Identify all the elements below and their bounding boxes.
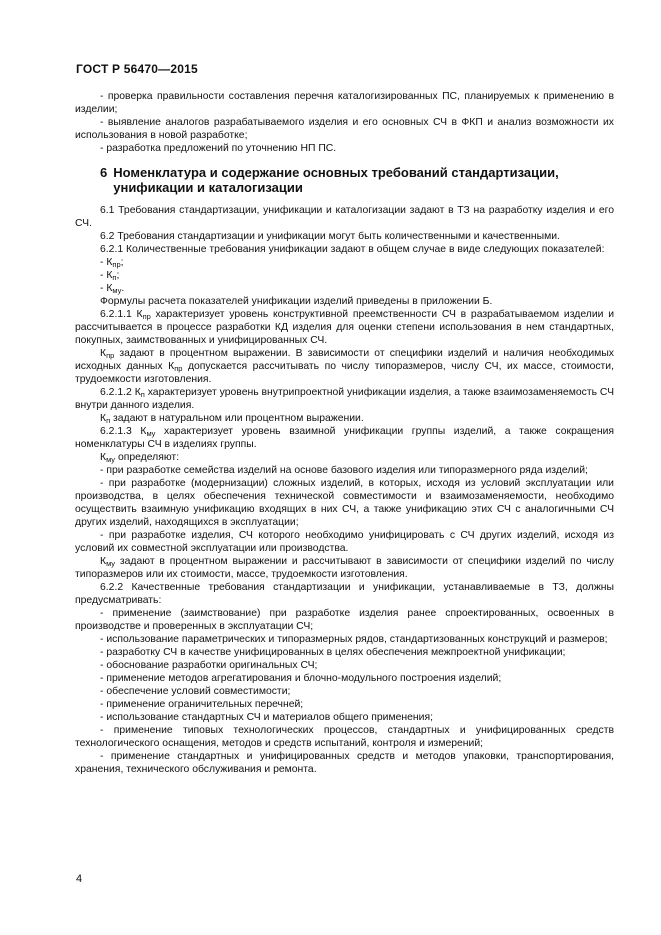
text-run: . xyxy=(121,283,125,294)
text-run: - К xyxy=(100,283,113,294)
text-run: К xyxy=(100,452,107,463)
text-run: задают в натуральном или процентном выражении. xyxy=(110,413,364,424)
text-run: - использование параметрических и типоразмерных рядов, стандартизованных конструкций и размеров; xyxy=(100,634,608,645)
text-run: 6.2.1 Количественные требования унификации задают в общем случае в виде следующих показателей: xyxy=(100,244,605,255)
text-run: - при разработке (модернизации) сложных изделий, в которых, исходя из условий эксплуатации или производства, в целях обеспечения технической совместимости и взаимозаменяемости, необходимо осуществить взаимную унификацию входящих в них СЧ, а также унификацию этих СЧ с аналогичными СЧ других изделий, находящихся в эксплуатации; xyxy=(75,478,614,528)
text-run: 6.2.2 Качественные требования стандартизации и унификации, устанавливаемые в ТЗ, должны предусматривать: xyxy=(75,582,614,606)
document-header: ГОСТ Р 56470—2015 xyxy=(76,62,198,76)
section-heading xyxy=(75,165,614,195)
paragraph xyxy=(75,633,614,646)
paragraph xyxy=(75,347,614,386)
text-run: - разработку СЧ в качестве унифицированных в целях обеспечения межпроектной унификации; xyxy=(100,647,566,658)
paragraph xyxy=(75,269,614,282)
subscript: пр xyxy=(142,312,151,321)
text-run: задают в процентном выражении и рассчитывают в зависимости от специфики изделий по числу типоразмеров или их стоимости, массе, трудоемкости изготовления. xyxy=(75,556,614,580)
text-run: ; xyxy=(120,257,124,268)
paragraph xyxy=(75,116,614,142)
section-number: 6 xyxy=(100,165,108,180)
text-run: характеризует уровень конструктивной преемственности СЧ в разрабатываемом изделии и рассчитывается в процессе разработки КД изделия для оценки степени использования в нем стандартных, покупных, заимствованных и унифицированных СЧ. xyxy=(75,309,614,346)
text-run: 6.2.1.1 К xyxy=(100,309,143,320)
document-body xyxy=(75,90,614,776)
subscript: п xyxy=(112,273,117,282)
text-run: - выявление аналогов разрабатываемого изделия и его основных СЧ в ФКП и анализ возможности их использования в новой разработке; xyxy=(75,117,614,141)
text-run: 6.2.1.2 К xyxy=(100,387,141,398)
subscript: п xyxy=(140,390,145,399)
text-run: - применение стандартных и унифицированных средств и методов упаковки, транспортирования, хранения, технического обслуживания и ремонта. xyxy=(75,751,614,775)
text-run: - проверка правильности составления перечня каталогизированных ПС, планируемых к применению в изделии; xyxy=(75,91,614,115)
text-run: - применение типовых технологических процессов, стандартных и унифицированных средств технологического оснащения, методов и средств испытаний, контроля и измерений; xyxy=(75,725,614,749)
paragraph xyxy=(75,243,614,256)
subscript: му xyxy=(106,455,116,464)
text-run: характеризует уровень внутрипроектной унификации изделия, а также взаимозаменяемость СЧ внутри данного изделия. xyxy=(75,387,614,411)
paragraph xyxy=(75,711,614,724)
paragraph xyxy=(75,477,614,529)
text-run: допускается рассчитывать по числу типоразмеров, числу СЧ, их массе, стоимости, трудоемкости изготовления. xyxy=(75,361,614,385)
text-run: - К xyxy=(100,270,113,281)
subscript: п xyxy=(106,416,111,425)
paragraph xyxy=(75,685,614,698)
text-run: определяют: xyxy=(115,452,180,463)
paragraph xyxy=(75,529,614,555)
paragraph xyxy=(75,555,614,581)
paragraph xyxy=(75,308,614,347)
paragraph xyxy=(75,386,614,412)
text-run: К xyxy=(100,348,107,359)
text-run: - применение ограничительных перечней; xyxy=(100,699,304,710)
text-run: 6.2 Требования стандартизации и унификации могут быть количественными и качественными. xyxy=(100,231,560,242)
subscript: му xyxy=(146,429,156,438)
subscript: му xyxy=(112,286,122,295)
paragraph xyxy=(75,750,614,776)
text-run: - обоснование разработки оригинальных СЧ; xyxy=(100,660,318,671)
subscript: пр xyxy=(174,364,183,373)
paragraph xyxy=(75,256,614,269)
subscript: пр xyxy=(106,351,115,360)
text-run: 6.1 Требования стандартизации, унификации и каталогизации задают в ТЗ на разработку изделия и его СЧ. xyxy=(75,205,614,229)
paragraph xyxy=(75,672,614,685)
text-run: 6.2.1.3 К xyxy=(100,426,147,437)
paragraph xyxy=(75,90,614,116)
text-run: - применение (заимствование) при разработке изделия ранее спроектированных, освоенных в производстве и проверенных в эксплуатации СЧ; xyxy=(75,608,614,632)
paragraph xyxy=(75,646,614,659)
paragraph xyxy=(75,659,614,672)
paragraph xyxy=(75,282,614,295)
text-run: - при разработке изделия, СЧ которого необходимо унифицировать с СЧ других изделий, исходя из условий их совместной эксплуатации или производства. xyxy=(75,530,614,554)
paragraph xyxy=(75,581,614,607)
text-run: характеризует уровень взаимной унификации группы изделий, а также сокращения номенклатуры СЧ в изделиях группы. xyxy=(75,426,615,450)
paragraph xyxy=(75,425,614,451)
paragraph xyxy=(75,698,614,711)
text-run: - использование стандартных СЧ и материалов общего применения; xyxy=(100,712,433,723)
paragraph xyxy=(75,451,614,464)
text-run: задают в процентном выражении. В зависимости от специфики изделий и наличия необходимых исходных данных К xyxy=(75,348,614,372)
paragraph xyxy=(75,607,614,633)
text-run: Формулы расчета показателей унификации изделий приведены в приложении Б. xyxy=(100,296,493,307)
paragraph xyxy=(75,230,614,243)
paragraph xyxy=(75,724,614,750)
paragraph xyxy=(75,412,614,425)
text-run: - при разработке семейства изделий на основе базового изделия или типоразмерного ряда изделий; xyxy=(100,465,588,476)
text-run: ; xyxy=(116,270,120,281)
text-run: - К xyxy=(100,257,113,268)
text-run: К xyxy=(100,556,107,567)
page-number: 4 xyxy=(76,873,83,885)
text-run: К xyxy=(100,413,107,424)
paragraph xyxy=(75,295,614,308)
paragraph xyxy=(75,204,614,230)
paragraph xyxy=(75,142,614,155)
text-run: - обеспечение условий совместимости; xyxy=(100,686,291,697)
text-run: - разработка предложений по уточнению НП ПС. xyxy=(100,143,337,154)
paragraph xyxy=(75,464,614,477)
section-title: Номенклатура и содержание основных требований стандартизации, унификации и каталогизации xyxy=(113,165,559,195)
subscript: му xyxy=(106,559,116,568)
text-run: - применение методов агрегатирования и блочно-модульного построения изделий; xyxy=(100,673,502,684)
subscript: пр xyxy=(112,260,121,269)
